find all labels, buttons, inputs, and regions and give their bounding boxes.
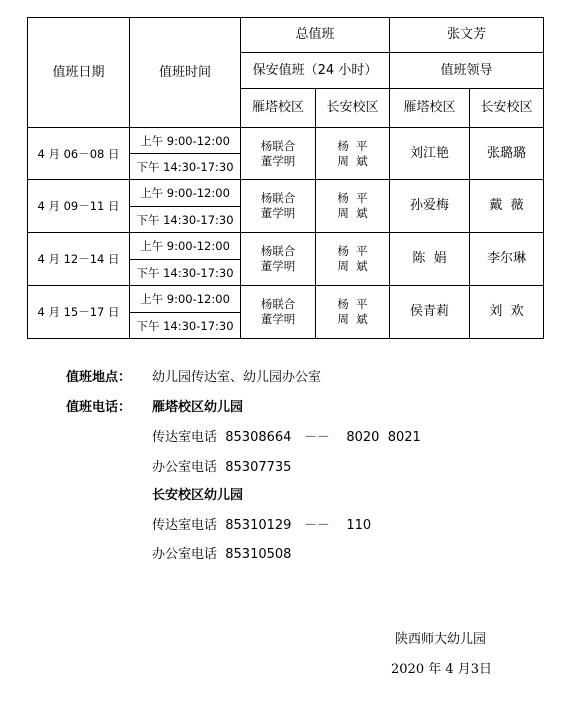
security-yanta-cell xyxy=(241,180,316,233)
security-name: 周 斌 xyxy=(337,259,368,273)
header-general-duty: 总值班 xyxy=(241,18,390,53)
duty-time-am: 上午 9:00-12:00 xyxy=(130,128,241,154)
duty-date: 4 月 06－08 日 xyxy=(28,128,130,180)
header-leader-yanta: 雁塔校区 xyxy=(390,89,470,128)
leader-yanta: 刘江艳 xyxy=(390,128,470,180)
security-name: 董学明 xyxy=(260,206,296,220)
yanta-reception-phone: 传达室电话 85308664 －－ 8020 8021 xyxy=(152,430,421,445)
security-name: 杨联合 xyxy=(260,138,296,153)
security-name: 杨 平 xyxy=(337,244,368,258)
security-name: 周 斌 xyxy=(337,312,368,326)
security-name: 董学明 xyxy=(260,259,296,273)
security-name: 杨联合 xyxy=(260,191,296,205)
header-duty-date: 值班日期 xyxy=(28,18,130,128)
security-changan-cell xyxy=(316,233,390,286)
security-yanta-cell xyxy=(241,233,316,286)
leader-changan: 戴 薇 xyxy=(470,180,544,233)
location-label: 值班地点： xyxy=(66,370,132,385)
header-security-changan: 长安校区 xyxy=(316,89,390,128)
security-changan-cell xyxy=(316,128,390,180)
changan-office-phone: 办公室电话 85310508 xyxy=(152,547,292,562)
leader-changan: 刘 欢 xyxy=(470,286,544,339)
security-yanta-cell xyxy=(241,286,316,339)
signature-organization: 陕西师大幼儿园 xyxy=(395,632,487,647)
header-general-duty-person: 张文芳 xyxy=(390,18,544,53)
duty-date: 4 月 09－11 日 xyxy=(28,180,130,233)
changan-kindergarten-title: 长安校区幼儿园 xyxy=(152,488,244,503)
security-name: 杨 平 xyxy=(337,138,368,153)
security-name: 杨联合 xyxy=(260,244,296,258)
yanta-kindergarten-title: 雁塔校区幼儿园 xyxy=(152,400,244,415)
header-duty-leader: 值班领导 xyxy=(390,53,544,89)
security-yanta-cell xyxy=(241,128,316,180)
security-name: 杨 平 xyxy=(337,191,368,205)
security-name: 杨 平 xyxy=(337,297,368,311)
security-name: 董学明 xyxy=(260,312,296,326)
leader-changan: 李尔琳 xyxy=(470,233,544,286)
duty-schedule-table xyxy=(27,17,544,339)
changan-reception-phone: 传达室电话 85310129 －－ 110 xyxy=(152,518,372,533)
duty-time-pm: 下午 14:30-17:30 xyxy=(130,207,241,233)
duty-time-pm: 下午 14:30-17:30 xyxy=(130,260,241,286)
header-security-duty: 保安值班（24 小时） xyxy=(241,53,390,89)
yanta-office-phone: 办公室电话 85307735 xyxy=(152,460,292,475)
header-duty-time: 值班时间 xyxy=(130,18,241,128)
security-name: 周 斌 xyxy=(337,153,368,168)
signature-date: 2020 年 4 月3日 xyxy=(391,662,493,677)
security-name: 杨联合 xyxy=(260,297,296,311)
header-security-yanta: 雁塔校区 xyxy=(241,89,316,128)
duty-date: 4 月 12－14 日 xyxy=(28,233,130,286)
location-value: 幼儿园传达室、幼儿园办公室 xyxy=(152,370,322,385)
security-changan-cell xyxy=(316,286,390,339)
security-name: 周 斌 xyxy=(337,206,368,220)
duty-date: 4 月 15－17 日 xyxy=(28,286,130,339)
leader-yanta: 孙爱梅 xyxy=(390,180,470,233)
security-changan-cell xyxy=(316,180,390,233)
leader-yanta: 侯青莉 xyxy=(390,286,470,339)
duty-time-am: 上午 9:00-12:00 xyxy=(130,286,241,313)
duty-time-pm: 下午 14:30-17:30 xyxy=(130,154,241,180)
duty-time-pm: 下午 14:30-17:30 xyxy=(130,313,241,339)
phone-label: 值班电话： xyxy=(66,400,132,415)
duty-time-am: 上午 9:00-12:00 xyxy=(130,180,241,207)
security-name: 董学明 xyxy=(260,153,296,168)
duty-time-am: 上午 9:00-12:00 xyxy=(130,233,241,260)
leader-yanta: 陈 娟 xyxy=(390,233,470,286)
header-leader-changan: 长安校区 xyxy=(470,89,544,128)
leader-changan: 张璐璐 xyxy=(470,128,544,180)
